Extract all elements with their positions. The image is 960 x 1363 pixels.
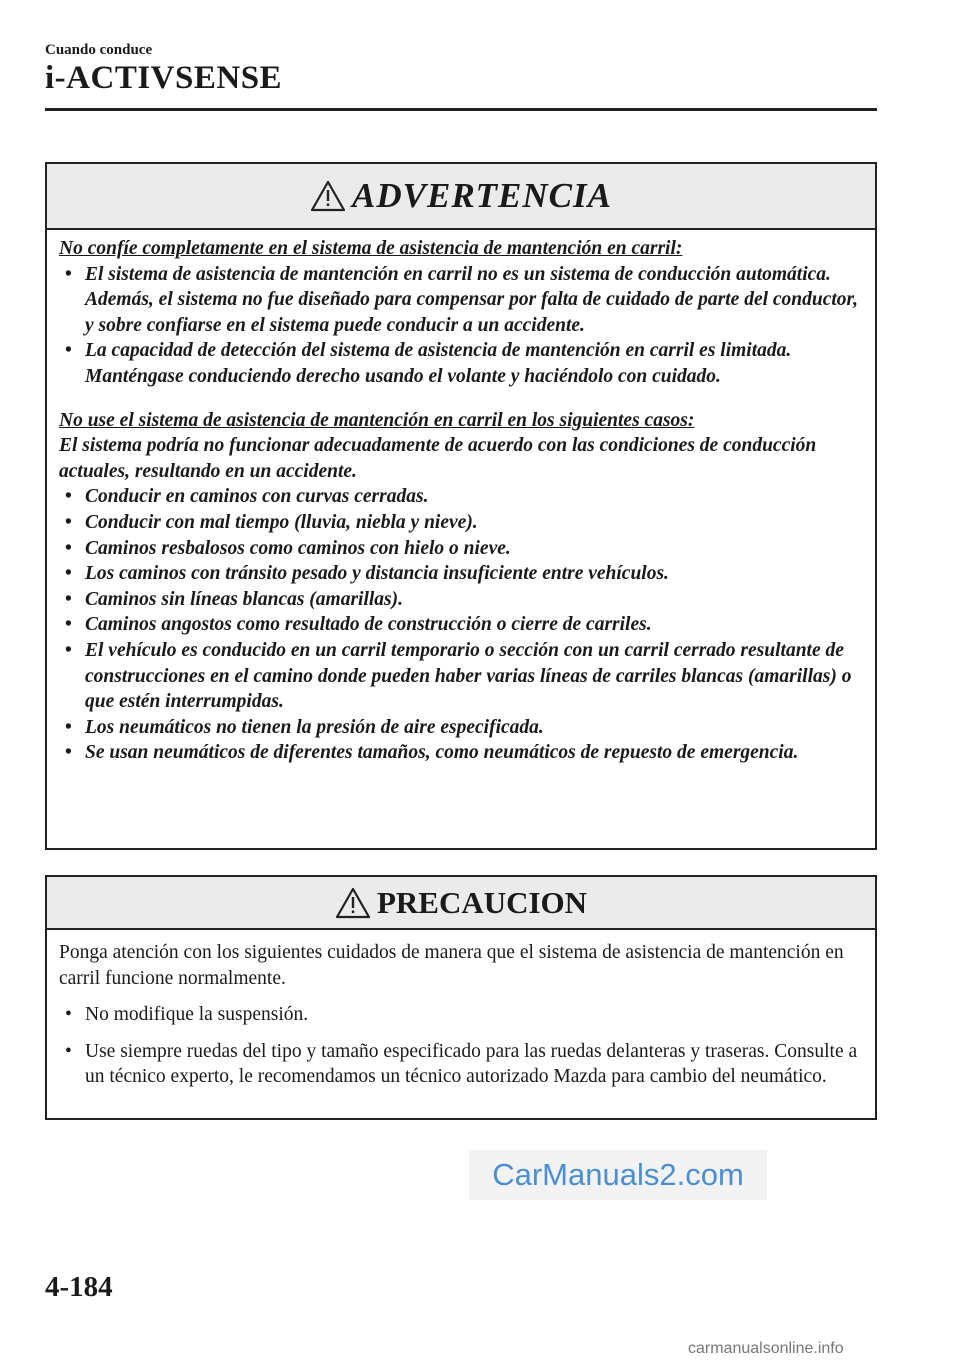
watermark-text: CarManuals2.com: [492, 1157, 744, 1192]
page-title: i-ACTIVSENSE: [45, 60, 283, 96]
page-number: 4-184: [45, 1271, 113, 1303]
list-item: • El vehículo es conducido en un carril temporario o sección con un carril cerrado resultante de construcciones en el camino donde pueden haber varias líneas de carriles blancas (amarillas) o que estén interrumpidas.: [59, 638, 865, 715]
list-item: • El sistema de asistencia de mantención en carril no es un sistema de conducción automática. Además, el sistema no fue diseñado para compensar por falta de cuidado de parte del conductor, y sobre confiarse en el sistema puede conducir a un accidente.: [59, 262, 865, 339]
warning-header: [47, 164, 875, 230]
caution-title: PRECAUCION: [376, 884, 588, 920]
list-item: • No modifique la suspensión.: [59, 1002, 865, 1028]
caution-box: [45, 875, 877, 1120]
caution-intro: Ponga atención con los siguientes cuidados de manera que el sistema de asistencia de mantención en carril funcione normalmente.: [59, 942, 844, 989]
list-item: • Los caminos con tránsito pesado y distancia insuficiente entre vehículos.: [59, 561, 865, 587]
list-item: • Conducir con mal tiempo (lluvia, niebla y nieve).: [59, 510, 865, 536]
caution-list: [59, 1002, 865, 1090]
warning-list-1: [59, 262, 865, 390]
caution-triangle-icon: [335, 887, 371, 919]
list-item: • La capacidad de detección del sistema de asistencia de mantención en carril es limitada. Manténgase conduciendo derecho usando el volante y haciéndolo con cuidado.: [59, 338, 865, 389]
list-item: • Use siempre ruedas del tipo y tamaño especificado para las ruedas delanteras y traseras. Consulte a un técnico experto, le recomendamos un técnico autorizado Mazda para cambio del neumático.: [59, 1039, 865, 1090]
section-label: Cuando conduce: [45, 42, 153, 58]
warning-heading-2: No use el sistema de asistencia de mantención en carril en los siguientes casos:: [59, 409, 695, 431]
list-item: • Caminos angostos como resultado de construcción o cierre de carriles.: [59, 612, 865, 638]
header-divider: [45, 108, 877, 111]
warning-body: [47, 230, 875, 776]
footer-site-link[interactable]: carmanualsonline.info: [688, 1340, 844, 1357]
list-item: • Se usan neumáticos de diferentes tamaños, como neumáticos de repuesto de emergencia.: [59, 740, 865, 766]
warning-title: ADVERTENCIA: [352, 176, 612, 215]
list-item: • Caminos sin líneas blancas (amarillas).: [59, 587, 865, 613]
list-item: • Conducir en caminos con curvas cerradas.: [59, 484, 865, 510]
caution-header: [47, 877, 875, 930]
warning-list-2: [59, 484, 865, 766]
list-item: • Los neumáticos no tienen la presión de aire especificada.: [59, 715, 865, 741]
warning-heading-1: No confíe completamente en el sistema de asistencia de mantención en carril:: [59, 238, 683, 259]
list-item: • Caminos resbalosos como caminos con hielo o nieve.: [59, 536, 865, 562]
warning-triangle-icon: [310, 180, 346, 212]
caution-body: [47, 930, 875, 1100]
warning-intro-2: El sistema podría no funcionar adecuadamente de acuerdo con las condiciones de conducción actuales, resultando en un accidente.: [59, 435, 817, 482]
watermark-logo: [469, 1150, 767, 1200]
warning-box: [45, 162, 877, 850]
